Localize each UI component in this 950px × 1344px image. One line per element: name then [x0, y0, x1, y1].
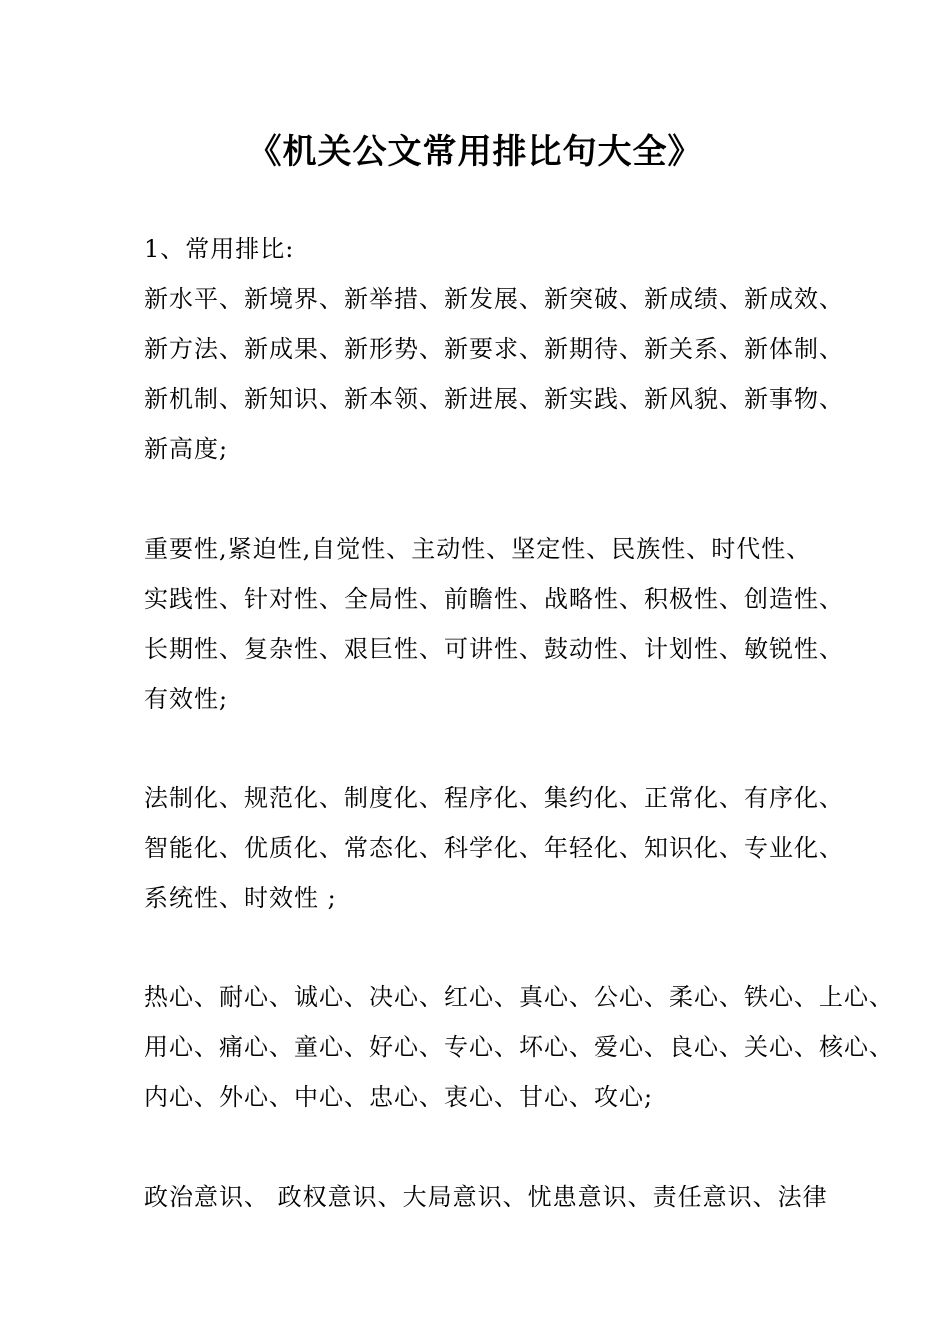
- text-line: 热心、耐心、诚心、决心、红心、真心、公心、柔心、铁心、上心、: [144, 983, 894, 1011]
- text-line: 政治意识、 政权意识、大局意识、忧患意识、责任意识、法律: [144, 1183, 828, 1211]
- text-line: 新方法、新成果、新形势、新要求、新期待、新关系、新体制、: [144, 335, 844, 363]
- text-line: 新水平、新境界、新举措、新发展、新突破、新成绩、新成效、: [144, 285, 844, 313]
- paragraph-xing-terms: [144, 524, 844, 724]
- text-line: 新机制、新知识、新本领、新进展、新实践、新风貌、新事物、: [144, 385, 844, 413]
- text-line: 系统性、时效性 ;: [144, 884, 337, 912]
- text-line: 法制化、规范化、制度化、程序化、集约化、正常化、有序化、: [144, 784, 844, 812]
- text-line: 新高度;: [144, 435, 229, 463]
- text-line: 重要性,紧迫性,自觉性、主动性、坚定性、民族性、时代性、: [144, 535, 812, 563]
- document-title: 《机关公文常用排比句大全》: [247, 132, 703, 172]
- text-line: 长期性、复杂性、艰巨性、可讲性、鼓动性、计划性、敏锐性、: [144, 635, 844, 663]
- text-line: 智能化、优质化、常态化、科学化、年轻化、知识化、专业化、: [144, 834, 844, 862]
- paragraph-xin-terms: [144, 972, 894, 1122]
- paragraph-yishi-terms: [144, 1172, 828, 1222]
- section-heading-text: 1、常用排比:: [144, 235, 295, 263]
- text-line: 用心、痛心、童心、好心、专心、坏心、爱心、良心、关心、核心、: [144, 1033, 894, 1061]
- text-line: 内心、外心、中心、忠心、衷心、甘心、攻心;: [144, 1083, 654, 1111]
- paragraph-hua-terms: [144, 773, 844, 923]
- section-heading: [144, 224, 808, 274]
- text-line: 实践性、针对性、全局性、前瞻性、战略性、积极性、创造性、: [144, 585, 844, 613]
- text-line: 有效性;: [144, 685, 229, 713]
- paragraph-new-terms: [144, 274, 844, 474]
